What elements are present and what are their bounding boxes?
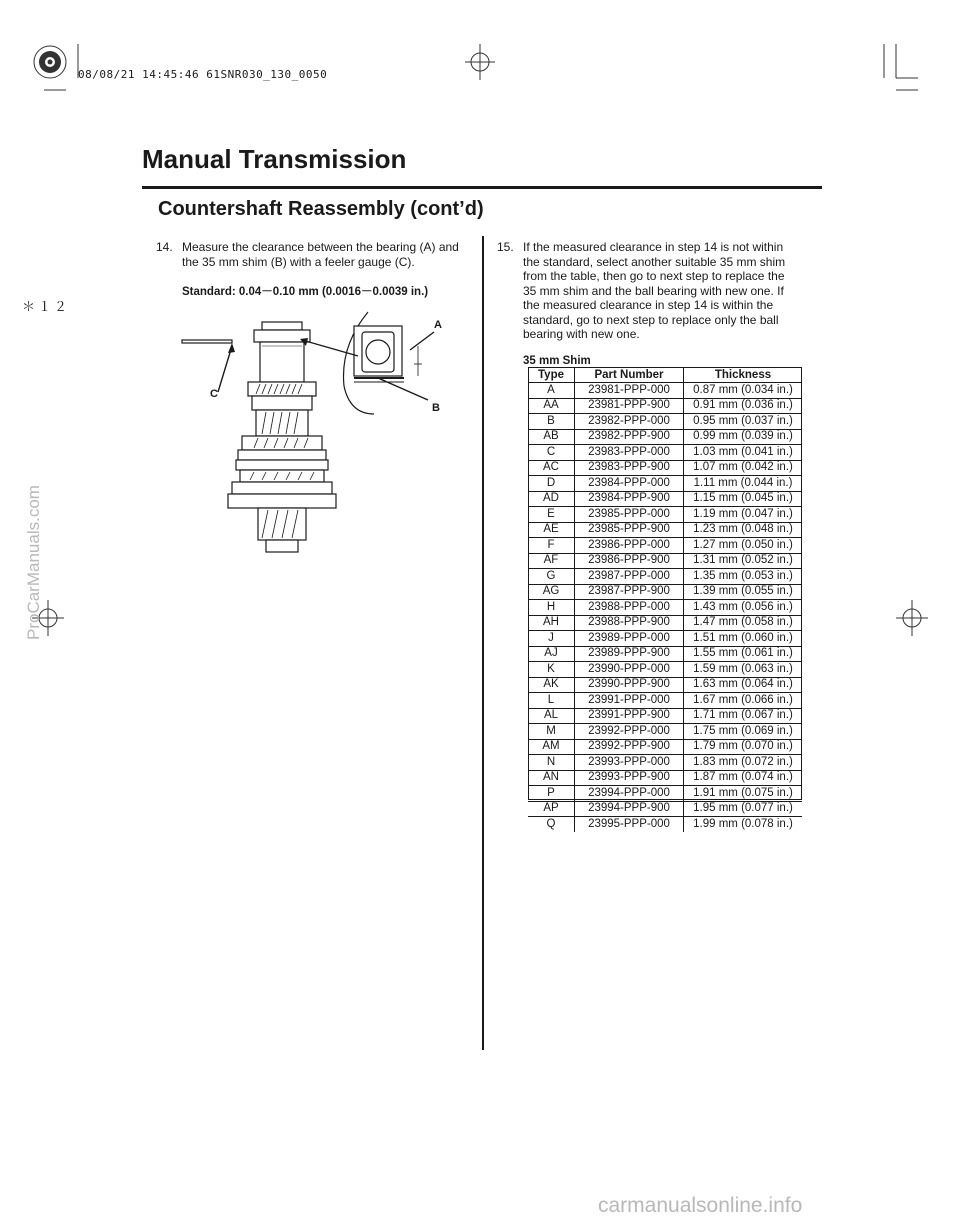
- column-header-thickness: Thickness: [684, 368, 803, 383]
- cell-thickness: 1.59 mm (0.063 in.): [684, 662, 803, 678]
- cell-thickness: 1.35 mm (0.053 in.): [684, 569, 803, 585]
- cell-thickness: 1.39 mm (0.055 in.): [684, 584, 803, 600]
- cell-thickness: 1.67 mm (0.066 in.): [684, 693, 803, 709]
- column-divider: [482, 236, 484, 1050]
- cell-type: AK: [528, 677, 575, 693]
- cell-type: J: [528, 631, 575, 647]
- table-row: [528, 491, 802, 507]
- step-number: 14.: [156, 240, 173, 254]
- cell-part-number: 23985-PPP-000: [575, 507, 684, 523]
- cell-part-number: 23985-PPP-900: [575, 522, 684, 538]
- step-15: [497, 240, 807, 344]
- cell-part-number: 23982-PPP-900: [575, 429, 684, 445]
- cell-type: L: [528, 693, 575, 709]
- column-header-part-number: Part Number: [575, 368, 684, 383]
- table-row: [528, 600, 802, 616]
- table-row: [528, 569, 802, 585]
- cell-part-number: 23981-PPP-900: [575, 398, 684, 414]
- step-text-line-2: the 35 mm shim (B) with a feeler gauge (C).: [182, 254, 415, 269]
- cell-part-number: 23994-PPP-900: [575, 801, 684, 817]
- step-text-line-3: from the table, then go to next step to replace the: [523, 269, 785, 283]
- side-mark: ＊１２: [22, 299, 71, 314]
- cell-part-number: 23982-PPP-000: [575, 414, 684, 430]
- watermark-bottom: carmanualsonline.info: [598, 1194, 803, 1217]
- cell-thickness: 1.31 mm (0.052 in.): [684, 553, 803, 569]
- table-row: [528, 708, 802, 724]
- cell-type: E: [528, 507, 575, 523]
- table-row: [528, 522, 802, 538]
- table-row: [528, 786, 802, 802]
- cell-type: AF: [528, 553, 575, 569]
- cell-part-number: 23989-PPP-900: [575, 646, 684, 662]
- table-header-row: [528, 368, 802, 383]
- cell-part-number: 23995-PPP-000: [575, 817, 684, 832]
- standard-spec: Standard: 0.04－0.10 mm (0.0016－0.0039 in.): [182, 286, 429, 298]
- step-text-line-1: Measure the clearance between the bearing (A) and: [182, 240, 459, 254]
- cell-thickness: 0.91 mm (0.036 in.): [684, 398, 803, 414]
- cell-part-number: 23981-PPP-000: [575, 383, 684, 399]
- table-row: [528, 445, 802, 461]
- registration-target-icon: [34, 46, 66, 78]
- cell-type: P: [528, 786, 575, 802]
- table-row: [528, 507, 802, 523]
- cell-part-number: 23986-PPP-900: [575, 553, 684, 569]
- table-row: [528, 538, 802, 554]
- cell-type: AD: [528, 491, 575, 507]
- cell-type: AE: [528, 522, 575, 538]
- table-row: [528, 662, 802, 678]
- cell-thickness: 1.07 mm (0.042 in.): [684, 460, 803, 476]
- section-title: Countershaft Reassembly (cont’d): [158, 198, 484, 220]
- cell-thickness: 1.75 mm (0.069 in.): [684, 724, 803, 740]
- table-row: [528, 414, 802, 430]
- cell-part-number: 23986-PPP-000: [575, 538, 684, 554]
- cell-part-number: 23990-PPP-000: [575, 662, 684, 678]
- cell-part-number: 23993-PPP-900: [575, 770, 684, 786]
- step-text-line-6: standard, go to next step to replace only the ball: [523, 312, 779, 327]
- table-row: [528, 677, 802, 693]
- cell-part-number: 23990-PPP-900: [575, 677, 684, 693]
- table-row: [528, 476, 802, 492]
- cell-part-number: 23987-PPP-000: [575, 569, 684, 585]
- countershaft-diagram: [178, 306, 468, 556]
- cell-thickness: 1.27 mm (0.050 in.): [684, 538, 803, 554]
- cell-thickness: 1.23 mm (0.048 in.): [684, 522, 803, 538]
- cell-part-number: 23992-PPP-000: [575, 724, 684, 740]
- table-row: [528, 739, 802, 755]
- cell-thickness: 1.47 mm (0.058 in.): [684, 615, 803, 631]
- shim-table-title: 35 mm Shim: [523, 355, 591, 367]
- table-row: [528, 724, 802, 740]
- cell-thickness: 0.95 mm (0.037 in.): [684, 414, 803, 430]
- table-row: [528, 631, 802, 647]
- cell-type: AP: [528, 801, 575, 817]
- cell-thickness: 1.03 mm (0.041 in.): [684, 445, 803, 461]
- cell-thickness: 0.87 mm (0.034 in.): [684, 383, 803, 399]
- cell-type: G: [528, 569, 575, 585]
- cell-type: M: [528, 724, 575, 740]
- cell-type: N: [528, 755, 575, 771]
- cell-thickness: 1.19 mm (0.047 in.): [684, 507, 803, 523]
- cell-thickness: 1.83 mm (0.072 in.): [684, 755, 803, 771]
- cell-part-number: 23983-PPP-000: [575, 445, 684, 461]
- table-row: [528, 770, 802, 786]
- cell-thickness: 1.15 mm (0.045 in.): [684, 491, 803, 507]
- cell-type: Q: [528, 817, 575, 832]
- table-row: [528, 817, 802, 832]
- cell-thickness: 1.43 mm (0.056 in.): [684, 600, 803, 616]
- cell-part-number: 23984-PPP-900: [575, 491, 684, 507]
- cell-type: H: [528, 600, 575, 616]
- cell-part-number: 23991-PPP-900: [575, 708, 684, 724]
- cell-part-number: 23994-PPP-000: [575, 786, 684, 802]
- cell-part-number: 23983-PPP-900: [575, 460, 684, 476]
- table-row: [528, 398, 802, 414]
- cell-thickness: 1.95 mm (0.077 in.): [684, 801, 803, 817]
- step-number: 15.: [497, 240, 514, 254]
- watermark-side: ProCarManuals.com: [24, 485, 43, 640]
- cell-thickness: 1.71 mm (0.067 in.): [684, 708, 803, 724]
- cell-thickness: 0.99 mm (0.039 in.): [684, 429, 803, 445]
- table-row: [528, 460, 802, 476]
- cell-type: C: [528, 445, 575, 461]
- table-row: [528, 429, 802, 445]
- feeler-gauge: [182, 340, 232, 343]
- cell-type: A: [528, 383, 575, 399]
- cell-thickness: 1.63 mm (0.064 in.): [684, 677, 803, 693]
- table-row: [528, 693, 802, 709]
- cell-part-number: 23988-PPP-000: [575, 600, 684, 616]
- cell-type: AA: [528, 398, 575, 414]
- table-row: [528, 646, 802, 662]
- cell-type: AM: [528, 739, 575, 755]
- page-title: Manual Transmission: [142, 144, 407, 174]
- cell-type: AG: [528, 584, 575, 600]
- cell-part-number: 23993-PPP-000: [575, 755, 684, 771]
- cell-thickness: 1.79 mm (0.070 in.): [684, 739, 803, 755]
- step-text-line-5: the measured clearance in step 14 is within the: [523, 298, 774, 312]
- label-c: C: [210, 388, 218, 400]
- cell-thickness: 1.99 mm (0.078 in.): [684, 817, 803, 832]
- print-stamp: 08/08/21 14:45:46 61SNR030_130_0050: [78, 68, 328, 81]
- cell-part-number: 23988-PPP-900: [575, 615, 684, 631]
- table-row: [528, 801, 802, 817]
- step-text-line-4: 35 mm shim and the ball bearing with new one. If: [523, 283, 784, 298]
- cell-part-number: 23991-PPP-000: [575, 693, 684, 709]
- cell-type: AH: [528, 615, 575, 631]
- label-a: A: [434, 319, 442, 331]
- cell-type: AN: [528, 770, 575, 786]
- cell-thickness: 1.91 mm (0.075 in.): [684, 786, 803, 802]
- table-row: [528, 755, 802, 771]
- cell-type: AB: [528, 429, 575, 445]
- cell-thickness: 1.51 mm (0.060 in.): [684, 631, 803, 647]
- cell-part-number: 23989-PPP-000: [575, 631, 684, 647]
- step-text-line-2: the standard, select another suitable 35 mm shim: [523, 254, 786, 269]
- step-text-line-7: bearing with new one.: [523, 327, 640, 341]
- title-rule: [142, 186, 822, 189]
- cell-type: AJ: [528, 646, 575, 662]
- shim-table: [528, 368, 802, 832]
- table-row: [528, 584, 802, 600]
- cell-type: K: [528, 662, 575, 678]
- cell-type: AL: [528, 708, 575, 724]
- cell-part-number: 23987-PPP-900: [575, 584, 684, 600]
- cell-part-number: 23992-PPP-900: [575, 739, 684, 755]
- shim-table-body: [528, 383, 802, 832]
- cell-type: F: [528, 538, 575, 554]
- cell-type: AC: [528, 460, 575, 476]
- column-header-type: Type: [528, 368, 575, 383]
- label-b: B: [432, 402, 440, 414]
- table-row: [528, 615, 802, 631]
- table-row: [528, 383, 802, 399]
- cell-thickness: 1.87 mm (0.074 in.): [684, 770, 803, 786]
- cell-thickness: 1.11 mm (0.044 in.): [684, 476, 803, 492]
- cell-type: B: [528, 414, 575, 430]
- table-row: [528, 553, 802, 569]
- step-text-line-1: If the measured clearance in step 14 is not within: [523, 240, 784, 254]
- step-14: [156, 240, 476, 272]
- cell-part-number: 23984-PPP-000: [575, 476, 684, 492]
- cell-thickness: 1.55 mm (0.061 in.): [684, 646, 803, 662]
- cell-type: D: [528, 476, 575, 492]
